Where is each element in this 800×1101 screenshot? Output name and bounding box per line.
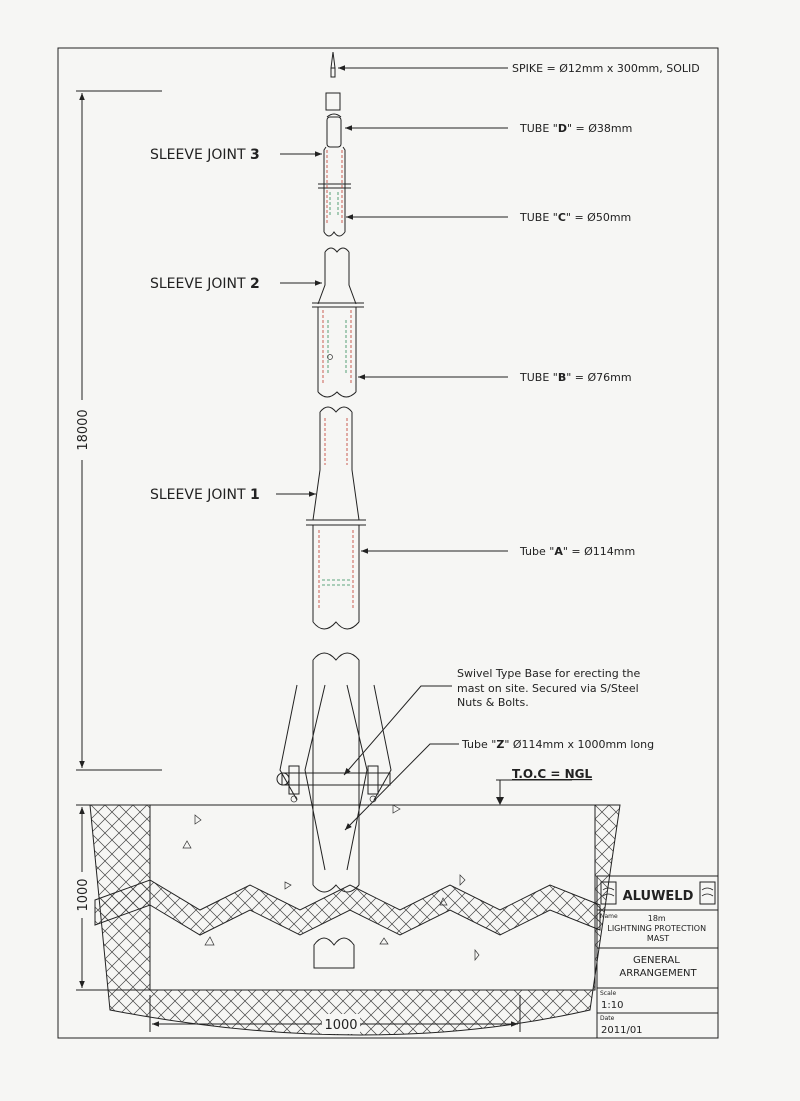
- mast: [277, 52, 391, 968]
- scale-value: 1:10: [601, 1000, 624, 1011]
- soil-hatch: [90, 805, 620, 1035]
- sleeve-joint-3-label: SLEEVE JOINT 3: [150, 147, 260, 163]
- mast-height-dimension: 18000: [76, 409, 91, 451]
- scale-field-label: Scale: [600, 990, 617, 997]
- foundation-width-dimension: 1000: [324, 1018, 358, 1033]
- spike-label: SPIKE = Ø12mm x 300mm, SOLID: [512, 62, 700, 75]
- drawing-name: 18m LIGHTNING PROTECTION MAST: [607, 914, 707, 943]
- tube-b: [318, 307, 356, 392]
- spike: [331, 52, 335, 77]
- tube-b-label: TUBE "B" = Ø76mm: [520, 371, 632, 384]
- company-logo-right: [700, 882, 715, 904]
- tube-d-label: TUBE "D" = Ø38mm: [520, 122, 633, 135]
- tube-d: [327, 117, 341, 147]
- foundation-depth-dimension: 1000: [76, 878, 91, 912]
- sleeve-joint-2-label: SLEEVE JOINT 2: [150, 276, 260, 292]
- company-name: ALUWELD: [622, 889, 694, 904]
- title-block: [597, 876, 718, 1038]
- concrete-aggregate: [183, 805, 479, 960]
- tube-c-label: TUBE "C" = Ø50mm: [520, 211, 632, 224]
- date-value: 2011/01: [601, 1025, 643, 1036]
- tube-b-taper: [318, 252, 356, 304]
- date-field-label: Date: [600, 1015, 615, 1022]
- drawing-title: GENERAL ARRANGEMENT: [619, 955, 697, 979]
- name-field-label: Name: [600, 913, 618, 920]
- break-line: [95, 880, 600, 935]
- swivel-base-note: Swivel Type Base for erecting the mast on site. Secured via S/Steel Nuts & Bolts.: [457, 667, 641, 709]
- sleeve-joint-1-label: SLEEVE JOINT 1: [150, 487, 260, 503]
- tube-c: [324, 147, 345, 232]
- foundation: [88, 805, 620, 1035]
- level-label: T.O.C = NGL: [512, 767, 593, 781]
- tube-z-label: Tube "Z" Ø114mm x 1000mm long: [462, 738, 655, 751]
- tube-a: [313, 525, 359, 622]
- tube-a-label: Tube "A" = Ø114mm: [520, 545, 636, 558]
- swivel-base: [277, 685, 391, 870]
